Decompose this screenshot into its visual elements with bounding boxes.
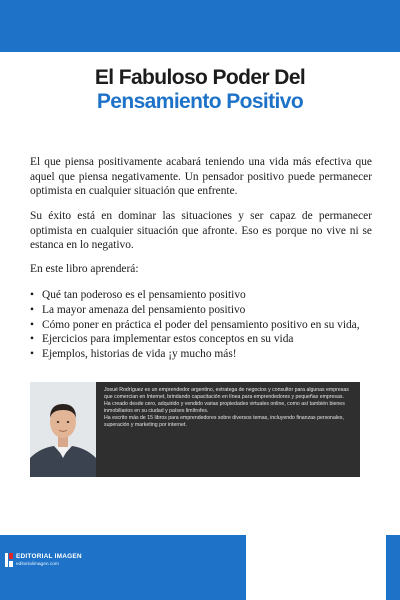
publisher-logo-icon: [5, 553, 13, 567]
title-line-2: Pensamiento Positivo: [96, 90, 304, 113]
bullet-item: • Ejercicios para implementar estos conceptos en su vida: [30, 332, 375, 347]
author-bio-line: Ha creado desde cero, adquirido y vendido varias propiedades virtuales online, como así también bienes inmobiliarios en su ciudad y países limítrofes.: [104, 401, 345, 415]
top-color-band: [0, 0, 400, 52]
title-line-1: El Fabuloso Poder Del: [94, 66, 306, 89]
author-bio-line: Ha escrito más de 15 libros para emprendedores sobre diversos temas, incluyendo finanzas personales, superación y marketing por internet.: [104, 415, 344, 429]
author-photo: [30, 382, 96, 477]
barcode-area: [246, 535, 386, 600]
bullet-item: • Ejemplos, historias de vida ¡y mucho más!: [30, 347, 375, 362]
author-box: [30, 382, 360, 477]
publisher-logo: [5, 552, 95, 572]
publisher-url: editorialimagen.com: [16, 562, 59, 567]
paragraph-2: Su éxito está en dominar las situaciones y ser capaz de permanecer optimista en cualquier situación que afronte. Eso es porque no vive ni se estanca en lo negativo.: [30, 210, 372, 251]
paragraph-1: El que piensa positivamente acabará teniendo una vida más efectiva que aquel que piensa negativamente. Un pensador positivo puede permanecer optimista en cualquier situación que enfrente.: [30, 156, 372, 197]
bullet-item: • Cómo poner en práctica el poder del pensamiento positivo en su vida,: [30, 318, 375, 333]
publisher-name: EDITORIAL IMAGEN: [16, 553, 82, 560]
intro-line: En este libro aprenderá:: [30, 263, 139, 275]
bullet-list: [30, 288, 375, 362]
author-portrait-icon: [30, 382, 96, 477]
author-bio: [104, 387, 356, 430]
author-bio-line: Josué Rodríguez es un emprendedor argentino, estratega de negocios y consultor para algunas empresas que comercian en Internet, brindando capacitación en línea para emprendedores y pequeñas empresas.: [104, 387, 349, 401]
bullet-item: • Qué tan poderoso es el pensamiento positivo: [30, 288, 375, 303]
bullet-item: • La mayor amenaza del pensamiento positivo: [30, 303, 375, 318]
